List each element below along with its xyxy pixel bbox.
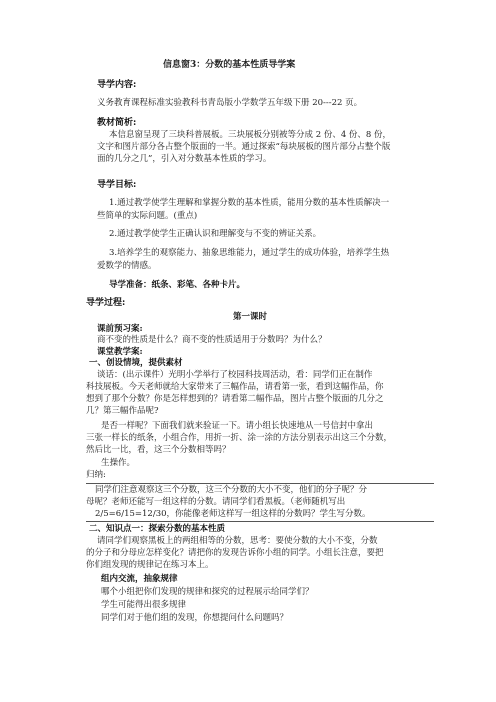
- section-heading-content: 导学内容:: [97, 80, 137, 90]
- verify-line: 然后比一比，看，这三个分数相等吗？: [86, 445, 231, 455]
- group-heading: 组内交流，抽象规律: [101, 574, 178, 584]
- goal-line: 些简单的实际问题。(重点): [97, 211, 198, 221]
- part1-line: 几？第三幅作品呢?: [86, 406, 159, 416]
- verify-line: 是否一样呢？下面我们就来验证一下。请小组长快速地从一号信封中拿出: [101, 421, 374, 431]
- verify-line: 三张一样长的纸条，小组合作，用折一折、涂一涂的方法分别表示出这三个分数，: [86, 433, 393, 443]
- analysis-line: 文字和图片部分各占整个版面的一半。通过探索“每块展板的图片部分占整个版: [97, 142, 391, 152]
- prep-line: 导学准备：纸条、彩笔、各种卡片。: [109, 280, 246, 290]
- summary-label: 归纳:: [86, 470, 106, 480]
- divider: [86, 521, 434, 522]
- content-text: 义务教育课程标准实验教科书青岛版小学数学五年级下册 20---22 页。: [97, 98, 363, 108]
- goal-line: 爱数学的情感。: [97, 261, 157, 271]
- class-heading: 课堂教学案:: [97, 347, 143, 357]
- analysis-line: 本信息窗呈现了三块科普展板。三块展板分别被等分成 2 份、4 份、8 份，: [109, 130, 392, 140]
- part1-line: 想到了那个分数？你是怎样想到的？请看第二幅作品，图片占整个版面的几分之: [86, 394, 384, 404]
- summary-line: 母呢？老师还能写一组这样的分数。请同学们看黑板。（老师随机写出: [86, 497, 346, 507]
- goal-line: 3.培养学生的观察能力、抽象思维能力，通过学生的成功体验，培养学生热: [109, 248, 390, 258]
- preview-heading: 课前预习案:: [97, 324, 143, 334]
- section-heading-goals: 导学目标:: [97, 180, 137, 190]
- summary-line: 同学们注意观察这三个分数，这三个分数的大小不变，他们的分子呢？分: [95, 485, 368, 495]
- part2-heading: 二、知识点一：探索分数的基本性质: [89, 524, 226, 534]
- part2-line: 你们组发现的规律记在练习本上。: [86, 560, 214, 570]
- part2-line: 请同学们观察黑板上的两组相等的分数，思考：要使分数的大小不变，分数: [97, 536, 378, 546]
- analysis-line: 面的几分之几”，引入对分数基本性质的学习。: [97, 154, 272, 164]
- goal-line: 2.通过教学使学生正确认识和理解变与不变的辨证关系。: [109, 229, 322, 239]
- part1-line: 科技展板。今天老师就给大家带来了三幅作品，请看第一张，看到这幅作品，你: [86, 382, 384, 392]
- goal-line: 1.通过教学使学生理解和掌握分数的基本性质，能用分数的基本性质解决一: [109, 198, 390, 208]
- part1-heading: 一、创设情境，提供素材: [89, 358, 183, 368]
- lesson-heading: 第一课时: [233, 312, 268, 322]
- section-heading-process: 导学过程:: [86, 298, 126, 308]
- group-line: 同学们对于他们组的发现，你想提问什么问题吗？: [101, 613, 289, 623]
- preview-question: 商不变的性质是什么？商不变的性质适用于分数吗？为什么？: [97, 335, 327, 345]
- part1-line: 谈话：(出示课件）光明小学举行了校园科技周活动，看：同学们正在制作: [97, 370, 373, 380]
- part2-line: 的分子和分母应怎样变化？请把你的发现告诉你小组的同学。小组长注意，要把: [86, 548, 384, 558]
- group-line: 哪个小组把你们发现的规律和探究的过程展示给同学们？: [101, 587, 314, 597]
- equation-line: 2/5=6/15=12/30，你能像老师这样写一组这样的分数吗？学生写分数。: [95, 509, 371, 519]
- group-line: 学生可能得出很多规律: [101, 600, 187, 610]
- divider: [86, 483, 434, 484]
- student-op: 生操作。: [101, 458, 136, 468]
- section-heading-analysis: 教材简析:: [97, 118, 137, 128]
- doc-title: 信息窗3：分数的基本性质导学案: [163, 60, 296, 70]
